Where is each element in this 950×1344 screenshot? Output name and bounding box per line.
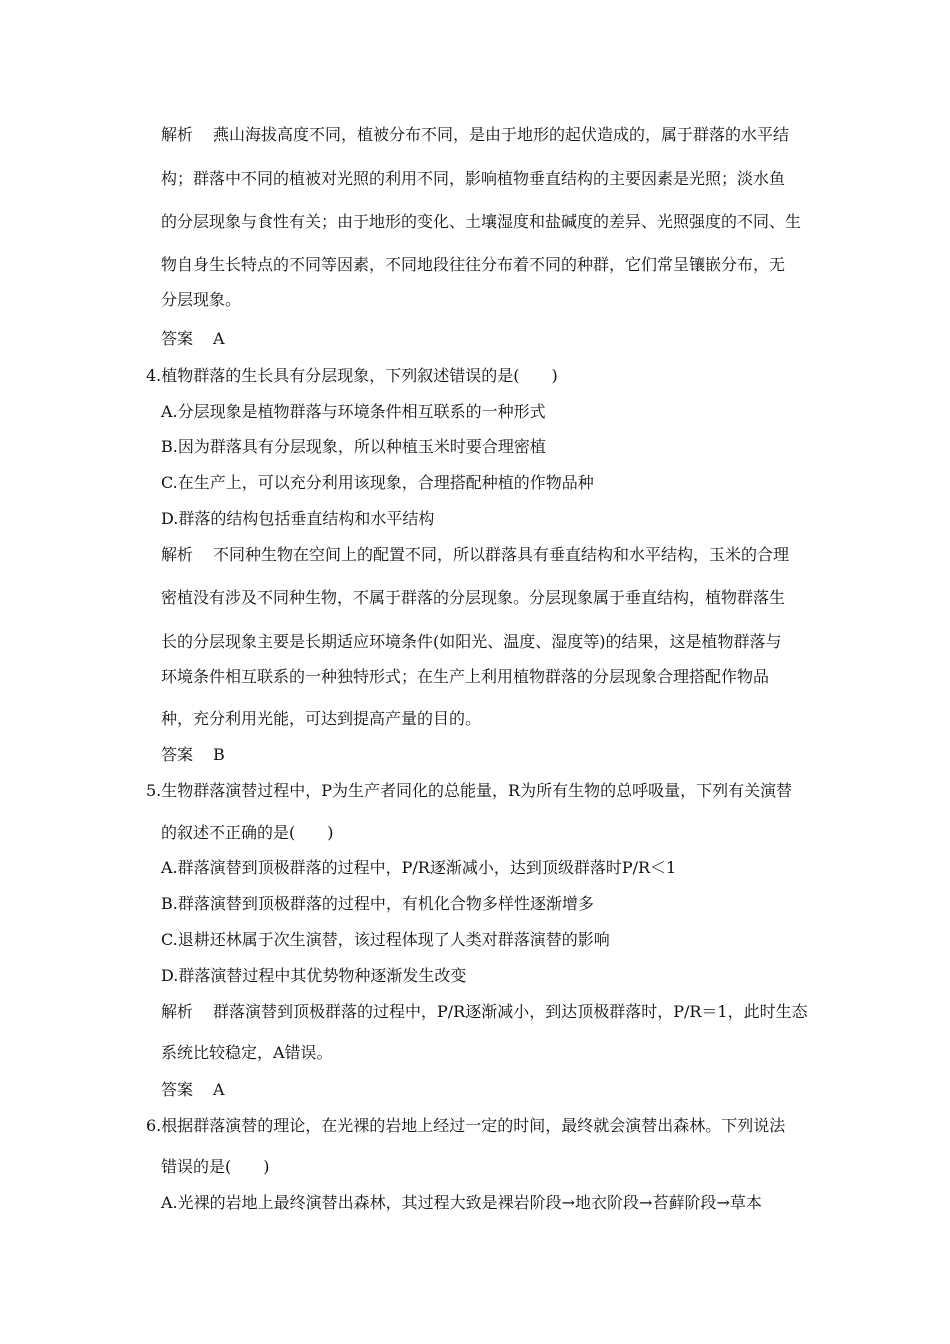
q5-option-d: D.群落演替过程中其优势物种逐渐发生改变: [161, 966, 467, 985]
q5-answer-label: 答案: [161, 1080, 194, 1099]
q5-analysis-line-1: 解析 群落演替到顶极群落的过程中，P/R逐渐减小，到达顶极群落时，P/R＝1，此时生态: [161, 1002, 808, 1021]
q4-option-a: A.分层现象是植物群落与环境条件相互联系的一种形式: [161, 402, 546, 421]
q4-option-c: C.在生产上，可以充分利用该现象，合理搭配种植的作物品种: [161, 473, 594, 492]
q4-option-b: B.因为群落具有分层现象，所以种植玉米时要合理密植: [161, 437, 546, 456]
q4-analysis-line-4: 环境条件相互联系的一种独特形式；在生产上利用植物群落的分层现象合理搭配作物品: [161, 667, 770, 686]
q3-analysis-line-2: 构；群落中不同的植被对光照的利用不同，影响植物垂直结构的主要因素是光照；淡水鱼: [161, 169, 786, 188]
q5-analysis-line-2: 系统比较稳定，A错误。: [161, 1043, 333, 1062]
q6-stem-line-1: 6.根据群落演替的理论，在光裸的岩地上经过一定的时间，最终就会演替出森林。下列说法: [146, 1116, 786, 1135]
q5-stem-line-1: 5.生物群落演替过程中，P为生产者同化的总能量，R为所有生物的总呼吸量，下列有关演替: [146, 781, 793, 800]
q4-analysis-label: 解析: [161, 545, 194, 564]
q3-analysis-line-1: 解析 燕山海拔高度不同，植被分布不同，是由于地形的起伏造成的，属于群落的水平结: [161, 125, 790, 144]
q4-answer: [0, 745, 950, 765]
q5-option-c: C.退耕还林属于次生演替，该过程体现了人类对群落演替的影响: [161, 930, 610, 949]
q5-answer-value: A: [213, 1080, 225, 1099]
q4-option-d: D.群落的结构包括垂直结构和水平结构: [161, 509, 435, 528]
q3-answer: [0, 329, 950, 349]
q3-analysis-line-3: 的分层现象与食性有关；由于地形的变化、土壤湿度和盐碱度的差异、光照强度的不同、生: [161, 212, 802, 231]
q4-analysis-line-3: 长的分层现象主要是长期适应环境条件(如阳光、温度、湿度等)的结果，这是植物群落与: [161, 632, 782, 651]
q6-stem-line-2: 错误的是( ): [161, 1157, 270, 1176]
q4-analysis-line-2: 密植没有涉及不同种生物，不属于群落的分层现象。分层现象属于垂直结构，植物群落生: [161, 588, 786, 607]
q4-answer-value: B: [213, 745, 225, 764]
q3-answer-value: A: [213, 329, 225, 348]
q3-analysis-line-5: 分层现象。: [161, 290, 242, 309]
q3-answer-label: 答案: [161, 329, 194, 348]
q3-analysis-label: 解析: [161, 125, 194, 144]
q4-analysis-line-5: 种，充分利用光能，可达到提高产量的目的。: [161, 709, 482, 728]
q3-analysis-line-4: 物自身生长特点的不同等因素，不同地段往往分布着不同的种群，它们常呈镶嵌分布，无: [161, 255, 786, 274]
q4-analysis-line-1: 解析 不同种生物在空间上的配置不同，所以群落具有垂直结构和水平结构，玉米的合理: [161, 545, 790, 564]
q4-answer-label: 答案: [161, 745, 194, 764]
q5-answer: [0, 1080, 950, 1100]
q5-option-a: A.群落演替到顶极群落的过程中，P/R逐渐减小，达到顶级群落时P/R＜1: [161, 858, 677, 877]
q6-option-a: A.光裸的岩地上最终演替出森林，其过程大致是裸岩阶段→地衣阶段→苔藓阶段→草本: [161, 1193, 762, 1212]
q4-stem: 4.植物群落的生长具有分层现象，下列叙述错误的是( ): [146, 366, 558, 385]
q5-stem-line-2: 的叙述不正确的是( ): [161, 823, 334, 842]
q5-option-b: B.群落演替到顶极群落的过程中，有机化合物多样性逐渐增多: [161, 894, 594, 913]
q5-analysis-label: 解析: [161, 1002, 194, 1021]
